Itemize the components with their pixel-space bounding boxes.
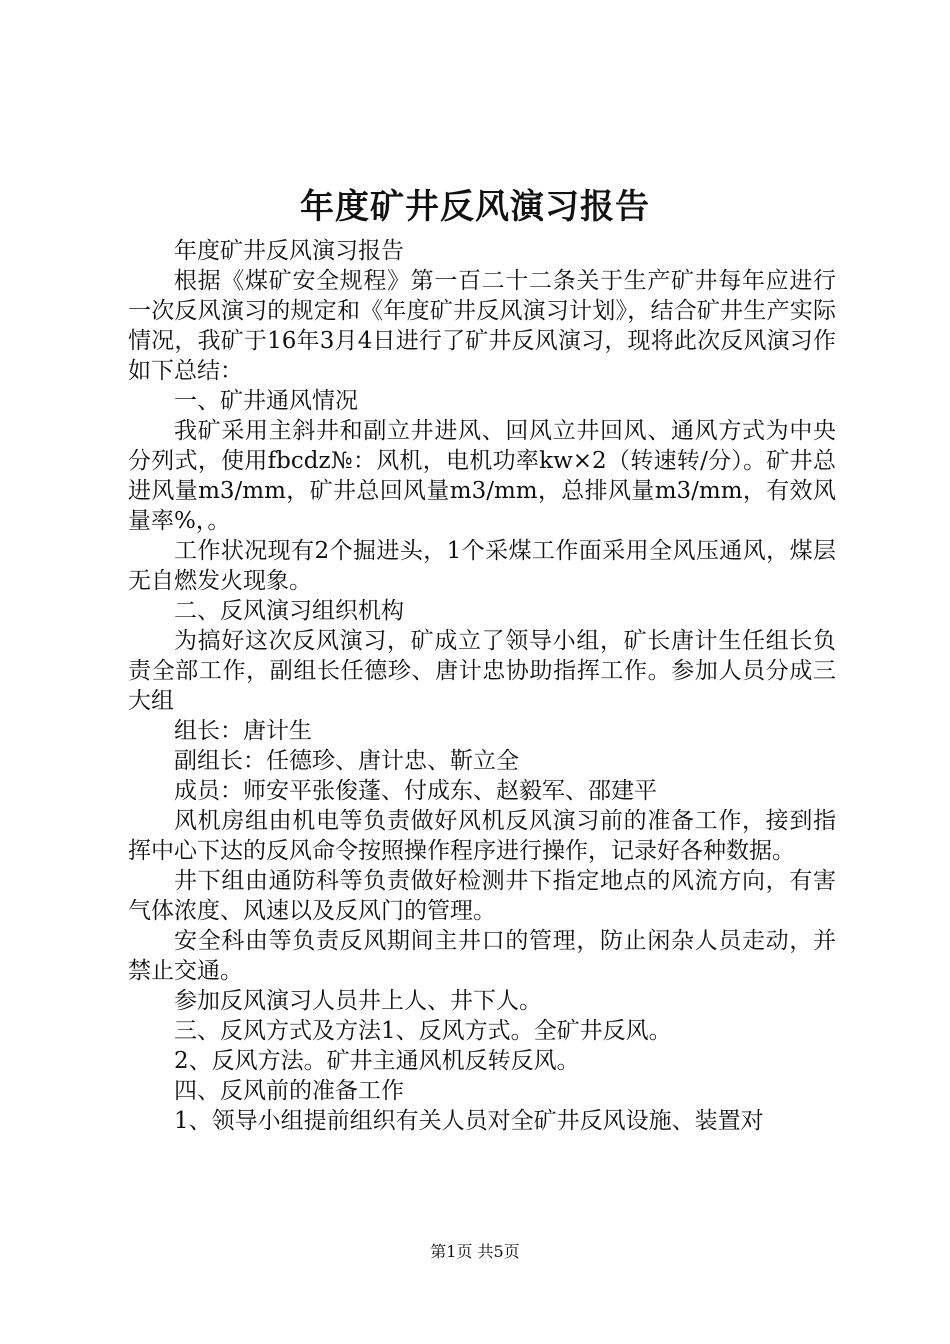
paragraph-safety-dept: 安全科由等负责反风期间主井口的管理，防止闲杂人员走动，并禁止交通。 — [128, 928, 836, 984]
section-heading-organization: 二、反风演习组织机构 — [174, 598, 404, 624]
section-heading-method: 三、反风方式及方法1、反风方式。全矿井反风。 — [174, 1018, 672, 1044]
document-body — [128, 236, 836, 1136]
page-footer: 第1页 共5页 — [430, 1242, 520, 1261]
paragraph-subtitle: 年度矿井反风演习报告 — [174, 238, 404, 264]
paragraph-deputy-leader: 副组长：任德珍、唐计忠、靳立全 — [174, 748, 519, 774]
paragraph-preparation-1: 1、领导小组提前组织有关人员对全矿井反风设施、装置对 — [174, 1108, 764, 1134]
paragraph-ventilation: 我矿采用主斜井和副立井进风、回风立井回风、通风方式为中央分列式，使用fbcdz№：风机，电机功率kw×2（转速转/分）。矿井总进风量m3/mm，矿井总回风量m3/mm，总排风量m3/mm，有效风量率%，。 — [128, 418, 836, 534]
paragraph-members: 成员：师安平张俊蓬、付成东、赵毅军、邵建平 — [174, 778, 657, 804]
paragraph-fan-room-group: 风机房组由机电等负责做好风机反风演习前的准备工作，接到指挥中心下达的反风命令按照操作程序进行操作，记录好各种数据。 — [128, 808, 836, 864]
section-heading-preparation: 四、反风前的准备工作 — [174, 1078, 404, 1104]
paragraph-working-status: 工作状况现有2个掘进头，1个采煤工作面采用全风压通风，煤层无自燃发火现象。 — [128, 538, 836, 594]
paragraph-method: 2、反风方法。矿井主通风机反转反风。 — [174, 1048, 580, 1074]
paragraph-organization: 为搞好这次反风演习，矿成立了领导小组，矿长唐计生任组长负责全部工作，副组长任德珍、唐计忠协助指挥工作。参加人员分成三大组 — [128, 628, 836, 714]
paragraph-participants: 参加反风演习人员井上人、井下人。 — [174, 988, 542, 1014]
paragraph-underground-group: 井下组由通防科等负责做好检测井下指定地点的风流方向，有害气体浓度、风速以及反风门的管理。 — [128, 868, 836, 924]
paragraph-leader: 组长：唐计生 — [174, 718, 312, 744]
section-heading-ventilation: 一、矿井通风情况 — [174, 388, 358, 414]
paragraph-intro: 根据《煤矿安全规程》第一百二十二条关于生产矿井每年应进行一次反风演习的规定和《年度矿井反风演习计划》，结合矿井生产实际情况，我矿于16年3月4日进行了矿井反风演习，现将此次反风演习作如下总结： — [128, 268, 836, 384]
document-title: 年度矿井反风演习报告 — [300, 187, 650, 227]
